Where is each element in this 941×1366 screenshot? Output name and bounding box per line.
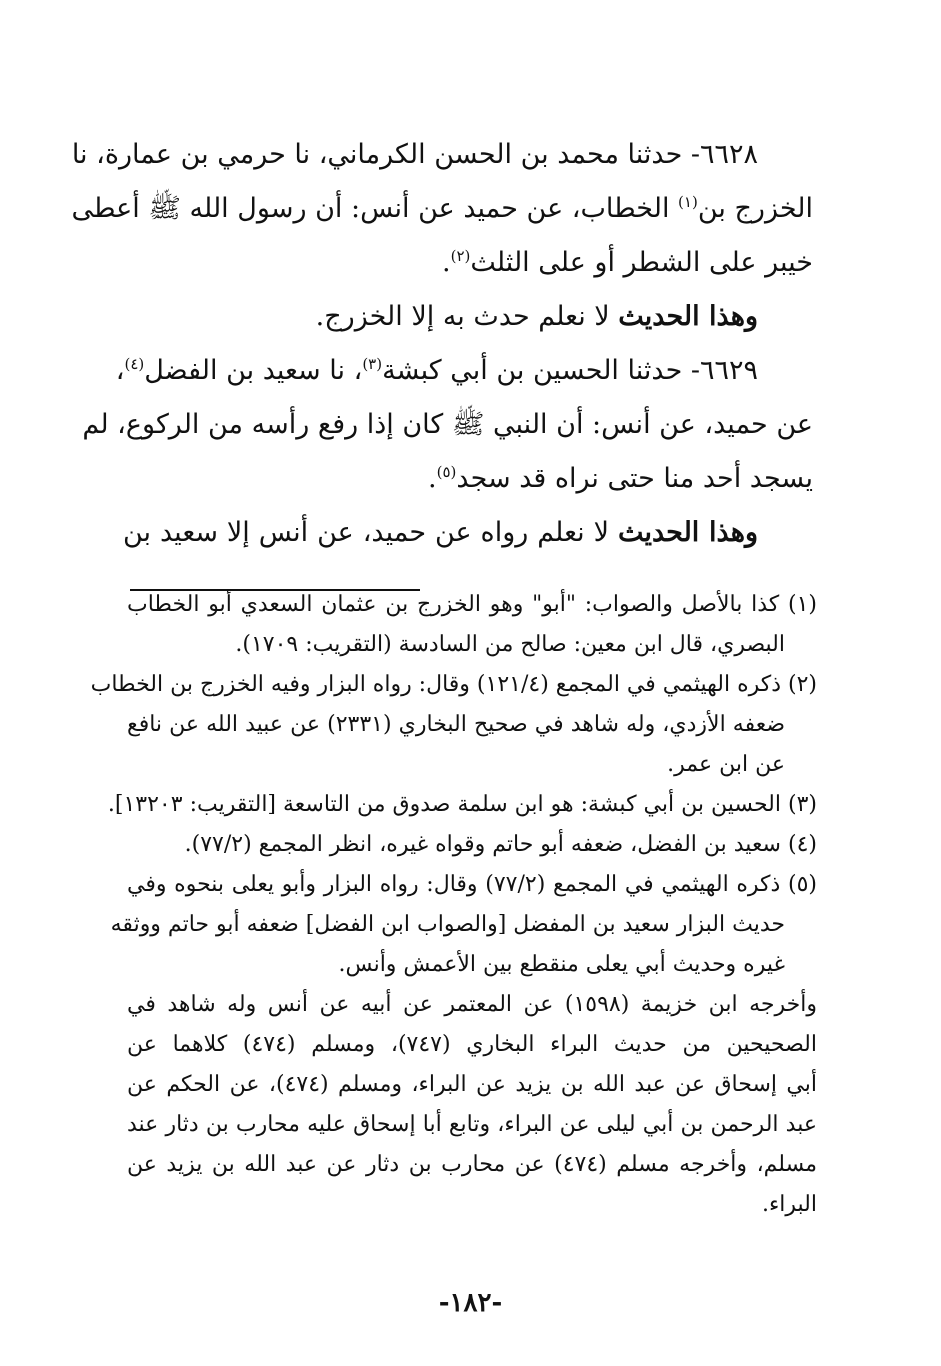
- text-line: خيبر على الشطر أو على الثلث$^{(٢)}$.: [441, 247, 813, 278]
- text-line: عن حميد، عن أنس: أن النبي ﷺ كان إذا رفع رأسه من الركوع، لم: [82, 409, 813, 440]
- footnote-ref: (٣): [362, 355, 383, 373]
- footnote-2: (٢) ذكره الهيثمي في المجمع (١٢١/٤) وقال: رواه البزار وفيه الخزرج بن الخطاب ضعفه الأزدي، وله شاهد في صحيح البخاري (٢٣٣١) عن عبيد الله عن نافع عن ابن عمر.: [90, 672, 817, 777]
- footnote-5: (٥) ذكره الهيثمي في المجمع (٧٧/٢) وقال: رواه البزار وأبو يعلى بنحوه وفي حديث البزار سعيد بن المفضل [والصواب ابن الفضل] ضعفه أبو حاتم ووثقه غيره وحديث أبي يعلى منقطع بين الأعمش وأنس. وأخرجه ابن خزيمة (١٥٩٨) عن المعتمر عن أبيه عن أنس وله شاهد في الصحيحين من حديث البراء البخاري (٧٤٧)، ومسلم (٤٧٤) كلاهما عن أبي إسحاق عن عبد الله بن يزيد عن البراء، ومسلم (٤٧٤)، عن الحكم عن عبد الرحمن بن أبي ليلى عن البراء، وتابع أبا إسحاق عليه محارب بن دثار عند مسلم، وأخرجه مسلم (٤٧٤) عن محارب بن دثار عن عبد الله بن يزيد عن البراء.: [110, 872, 818, 1217]
- text-line: وهذا الحديث لا نعلم رواه عن حميد، عن أنس إلا سعيد بن: [123, 517, 758, 548]
- footnotes: [90, 585, 818, 1225]
- main-text: [71, 128, 813, 560]
- footnote-ref: (١): [678, 193, 698, 211]
- footnote-4: (٤) سعيد بن الفضل، ضعفه أبو حاتم وقواه غيره، انظر المجمع (٧٧/٢).: [184, 832, 817, 857]
- text-line: ٦٦٢٨- حدثنا محمد بن الحسن الكرماني، نا حرمي بن عمارة، نا: [71, 139, 758, 170]
- page-number: -١٨٢-: [438, 1288, 503, 1318]
- footnote-ref: (٢): [450, 247, 471, 265]
- text-line: الخزرج بن$^{(١)}$ الخطاب، عن حميد عن أنس: أن رسول الله ﷺ أعطى: [71, 193, 813, 224]
- text-line: يسجد أحد منا حتى نراه قد سجد$^{(٥)}$.: [428, 463, 813, 494]
- footnote-3: (٣) الحسين بن أبي كبشة: هو ابن سلمة صدوق من التاسعة [التقريب: ١٣٢٠٣].: [107, 792, 817, 817]
- footnote-1: (١) كذا بالأصل والصواب: "أبو" وهو الخزرج بن عثمان السعدي أبو الخطاب البصري، قال ابن معين: صالح من السادسة (التقريب: ١٧٠٩).: [127, 592, 817, 657]
- footnote-ref: (٤): [124, 355, 145, 373]
- footnote-ref: (٥): [436, 463, 457, 481]
- text-line: وهذا الحديث لا نعلم حدث به إلا الخزرج.: [315, 301, 758, 332]
- text-line: ٦٦٢٩- حدثنا الحسين بن أبي كبشة$^{(٣)}$، نا سعيد بن الفضل$^{(٤)}$،: [115, 355, 758, 386]
